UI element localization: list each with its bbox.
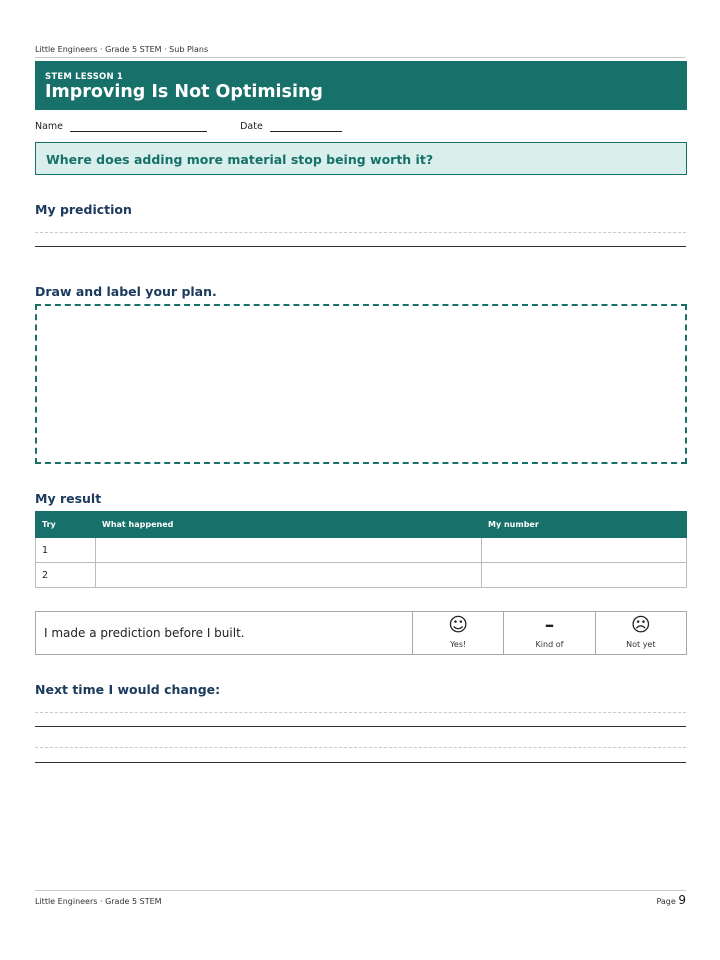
driving-question: Where does adding more material stop being worth it? [35, 142, 687, 175]
try-cell: 2 [36, 563, 96, 588]
column-header-try: Try [36, 512, 96, 538]
option-label-yes: Yes! [450, 640, 467, 649]
smile-icon: ☺ [448, 614, 469, 636]
page-number-value: 9 [678, 893, 686, 907]
self-check-statement: I made a prediction before I built. [36, 612, 413, 654]
what-happened-cell[interactable] [96, 538, 482, 563]
footer-divider [35, 890, 686, 891]
next-time-write-line[interactable] [35, 762, 686, 763]
next-time-write-line[interactable] [35, 726, 686, 727]
column-header-what-happened: What happened [96, 512, 482, 538]
lesson-kicker: STEM LESSON 1 [45, 72, 124, 82]
table-header-row [36, 512, 687, 538]
option-label-not-yet: Not yet [626, 640, 656, 649]
table-row [36, 563, 687, 588]
name-label: Name [35, 121, 64, 132]
option-label-kind-of: Kind of [535, 640, 564, 649]
running-header: Little Engineers · Grade 5 STEM · Sub Plans [35, 45, 685, 58]
name-field[interactable] [70, 120, 207, 132]
dash-icon: – [544, 614, 555, 636]
self-check-option-yes[interactable] [413, 612, 503, 654]
frown-icon: ☹ [630, 614, 651, 636]
plan-heading: Draw and label your plan. [35, 284, 217, 299]
date-label: Date [240, 121, 263, 132]
table-row [36, 538, 687, 563]
plan-drawing-box[interactable] [35, 304, 687, 464]
result-table [35, 511, 687, 588]
next-time-guide-line [35, 712, 686, 713]
date-field[interactable] [270, 120, 342, 132]
page-label: Page [656, 897, 676, 906]
my-number-cell[interactable] [482, 538, 687, 563]
prediction-write-line[interactable] [35, 246, 686, 247]
prediction-guide-line [35, 232, 686, 233]
next-time-heading: Next time I would change: [35, 682, 221, 697]
self-check-option-not-yet[interactable] [595, 612, 686, 654]
prediction-heading: My prediction [35, 202, 132, 217]
what-happened-cell[interactable] [96, 563, 482, 588]
result-heading: My result [35, 491, 102, 506]
page-title: Improving Is Not Optimising [45, 82, 323, 102]
try-cell: 1 [36, 538, 96, 563]
page-number [656, 893, 686, 907]
lesson-title-banner [35, 61, 687, 110]
my-number-cell[interactable] [482, 563, 687, 588]
next-time-guide-line [35, 747, 686, 748]
column-header-my-number: My number [482, 512, 687, 538]
name-date-row [35, 120, 342, 132]
self-check-row [35, 611, 687, 655]
footer-text: Little Engineers · Grade 5 STEM [35, 897, 162, 906]
self-check-option-kind-of[interactable] [503, 612, 594, 654]
